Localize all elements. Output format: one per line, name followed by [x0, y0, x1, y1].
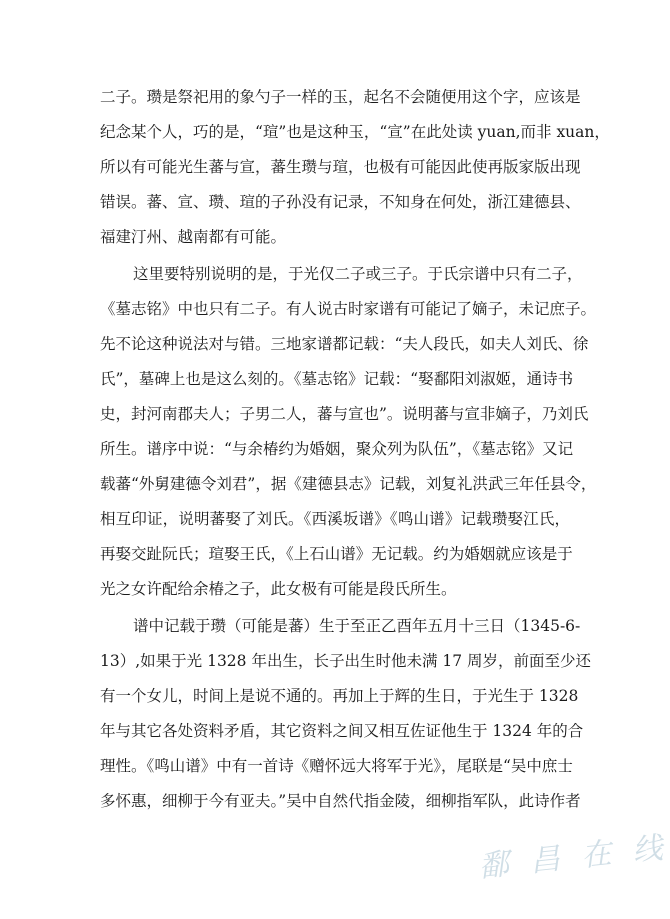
text-line: 有一个女儿，时间上是说不通的。再加上于辉的生日，于光生于 1328: [100, 687, 579, 705]
text-line: 史，封河南郡夫人；子男二人，蕃与宣也”。说明蕃与宣非嫡子，乃刘氏: [100, 405, 589, 423]
text-line: 光之女许配给余椿之子，此女极有可能是段氏所生。: [100, 580, 457, 598]
text-line: 所生。谱序中说：“与余椿约为婚姻，聚众列为队伍”，《墓志铭》又记: [100, 440, 574, 458]
text-line: 二子。瓒是祭祀用的象勺子一样的玉，起名不会随便用这个字，应该是: [100, 88, 581, 106]
text-line: 13）,如果于光 1328 年出生，长子出生时他未满 17 周岁，前面至少还: [100, 652, 592, 670]
text-line: 纪念某个人，巧的是，“瑄”也是这种玉，“宣”在此处读 yuan,而非 xuan，: [100, 123, 610, 141]
text-line: 相互印证，说明蕃娶了刘氏。《西溪坂谱》《鸣山谱》记载瓒娶江氏，: [100, 510, 570, 528]
text-line: 理性。《鸣山谱》中有一首诗《赠怀远大将军于光》，尾联是“吴中庶士: [100, 757, 573, 775]
text-line: 这里要特别说明的是，于光仅二子或三子。于氏宗谱中只有二子，: [133, 265, 583, 283]
text-line: 年与其它各处资料矛盾，其它资料之间又相互佐证他生于 1324 年的合: [100, 722, 584, 740]
text-line: 福建汀州、越南都有可能。: [100, 228, 287, 246]
text-line: 谱中记载于瓒（可能是蕃）生于至正乙酉年五月十三日（1345-6-: [133, 617, 581, 635]
text-line: 所以有可能光生蕃与宣，蕃生瓒与瑄，也极有可能因此使再版家版出现: [100, 158, 581, 176]
text-line: 多怀惠，细柳于今有亚夫。”吴中自然代指金陵，细柳指军队，此诗作者: [100, 792, 581, 810]
text-line: 再娶交趾阮氏；瑄娶王氏，《上石山谱》无记载。约为婚姻就应该是于: [100, 545, 573, 563]
watermark: 鄱 昌 在 线: [477, 830, 670, 885]
text-line: 载蕃“外舅建德令刘君”，据《建德县志》记载，刘复礼洪武三年任县令，: [100, 475, 597, 493]
text-line: 错误。蕃、宣、瓒、瑄的子孙没有记录，不知身在何处，浙江建德县、: [100, 193, 581, 211]
text-line: 《墓志铭》中也只有二子。有人说古时家谱有可能记了嫡子，未记庶子。: [100, 300, 597, 318]
text-line: 先不论这种说法对与错。三地家谱都记载：“夫人段氏，如夫人刘氏、徐: [100, 335, 589, 353]
text-line: 氏”，墓碑上也是这么刻的。《墓志铭》记载：“娶鄱阳刘淑姬，通诗书: [100, 370, 574, 388]
